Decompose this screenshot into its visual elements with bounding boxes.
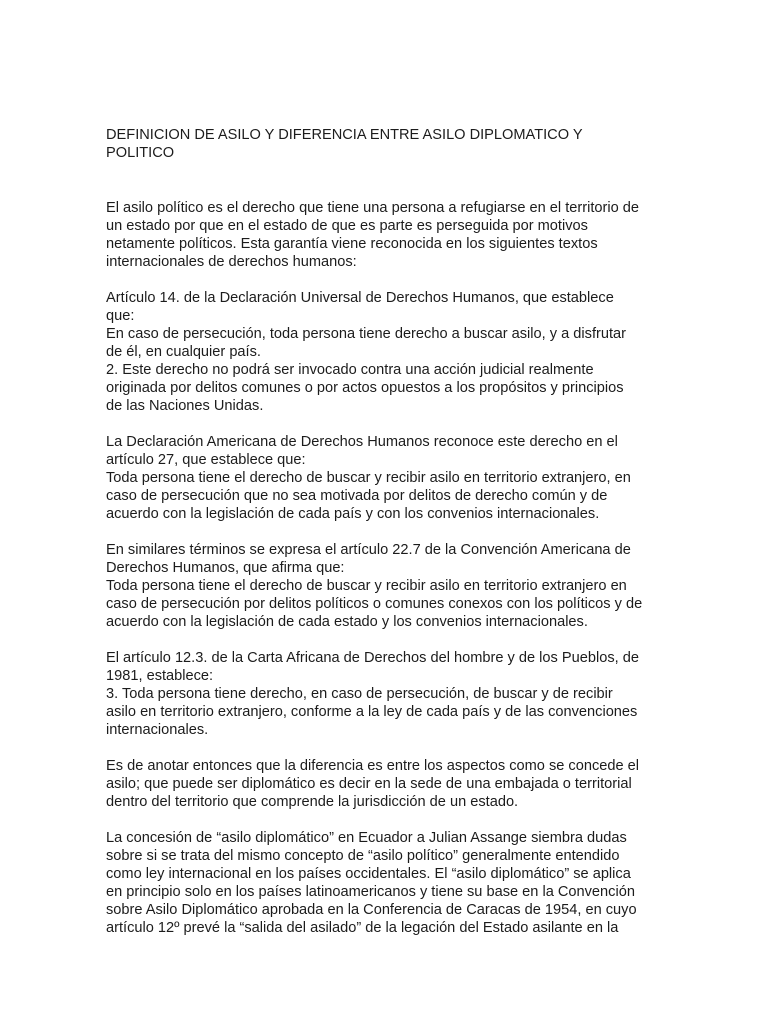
text-line: sobre Asilo Diplomático aprobada en la Conferencia de Caracas de 1954, en cuyo — [106, 902, 637, 918]
paragraph — [106, 829, 666, 937]
text-line: Artículo 14. de la Declaración Universal de Derechos Humanos, que establece — [106, 290, 614, 306]
text-line: artículo 27, que establece que: — [106, 452, 306, 468]
text-line: en principio solo en los países latinoamericanos y tiene su base en la Convención — [106, 884, 635, 900]
text-line: En similares términos se expresa el artículo 22.7 de la Convención Americana de — [106, 542, 631, 558]
text-line: asilo en territorio extranjero, conforme a la ley de cada país y de las convenciones — [106, 704, 638, 720]
text-line: netamente políticos. Esta garantía viene reconocida en los siguientes textos — [106, 236, 598, 252]
title-line: POLITICO — [106, 145, 175, 161]
text-line: que: — [106, 308, 135, 324]
text-line: Derechos Humanos, que afirma que: — [106, 560, 345, 576]
text-line: 1981, establece: — [106, 668, 214, 684]
text-line: La concesión de “asilo diplomático” en Ecuador a Julian Assange siembra dudas — [106, 830, 627, 846]
paragraph — [106, 433, 666, 523]
paragraph-gap — [106, 523, 666, 541]
text-line: originada por delitos comunes o por actos opuestos a los propósitos y principios — [106, 380, 624, 396]
paragraph-gap — [106, 811, 666, 829]
paragraph-gap — [106, 739, 666, 757]
paragraph — [106, 649, 666, 739]
text-line: Toda persona tiene el derecho de buscar y recibir asilo en territorio extranjero, en — [106, 470, 631, 486]
paragraph-gap — [106, 631, 666, 649]
text-line: En caso de persecución, toda persona tiene derecho a buscar asilo, y a disfrutar — [106, 326, 627, 342]
text-line: como ley internacional en los países occidentales. El “asilo diplomático” se aplica — [106, 866, 631, 882]
title-line: DEFINICION DE ASILO Y DIFERENCIA ENTRE ASILO DIPLOMATICO Y — [106, 127, 583, 143]
document-body — [106, 199, 666, 937]
text-line: Es de anotar entonces que la diferencia es entre los aspectos como se concede el — [106, 758, 639, 774]
paragraph — [106, 541, 666, 631]
text-line: sobre si se trata del mismo concepto de “asilo político” generalmente entendido — [106, 848, 620, 864]
paragraph-gap — [106, 271, 666, 289]
text-line: Toda persona tiene el derecho de buscar y recibir asilo en territorio extranjero en — [106, 578, 627, 594]
text-line: acuerdo con la legislación de cada país y con los convenios internacionales. — [106, 506, 600, 522]
text-line: de él, en cualquier país. — [106, 344, 261, 360]
text-line: caso de persecución que no sea motivada por delitos de derecho común y de — [106, 488, 608, 504]
text-line: artículo 12º prevé la “salida del asilado” de la legación del Estado asilante en la — [106, 920, 619, 936]
document-title — [106, 126, 666, 162]
text-line: 2. Este derecho no podrá ser invocado contra una acción judicial realmente — [106, 362, 594, 378]
text-line: internacionales de derechos humanos: — [106, 254, 357, 270]
text-line: asilo; que puede ser diplomático es decir en la sede de una embajada o territorial — [106, 776, 632, 792]
text-line: El asilo político es el derecho que tiene una persona a refugiarse en el territorio de — [106, 200, 639, 216]
text-line: de las Naciones Unidas. — [106, 398, 264, 414]
text-line: El artículo 12.3. de la Carta Africana de Derechos del hombre y de los Pueblos, de — [106, 650, 639, 666]
text-line: un estado por que en el estado de que es parte es perseguida por motivos — [106, 218, 588, 234]
text-line: internacionales. — [106, 722, 209, 738]
paragraph — [106, 199, 666, 271]
text-line: 3. Toda persona tiene derecho, en caso de persecución, de buscar y de recibir — [106, 686, 613, 702]
text-line: acuerdo con la legislación de cada estado y los convenios internacionales. — [106, 614, 588, 630]
paragraph — [106, 289, 666, 415]
paragraph-gap — [106, 415, 666, 433]
text-line: dentro del territorio que comprende la jurisdicción de un estado. — [106, 794, 519, 810]
paragraph — [106, 757, 666, 811]
text-line: caso de persecución por delitos políticos o comunes conexos con los políticos y de — [106, 596, 643, 612]
text-line: La Declaración Americana de Derechos Humanos reconoce este derecho en el — [106, 434, 618, 450]
